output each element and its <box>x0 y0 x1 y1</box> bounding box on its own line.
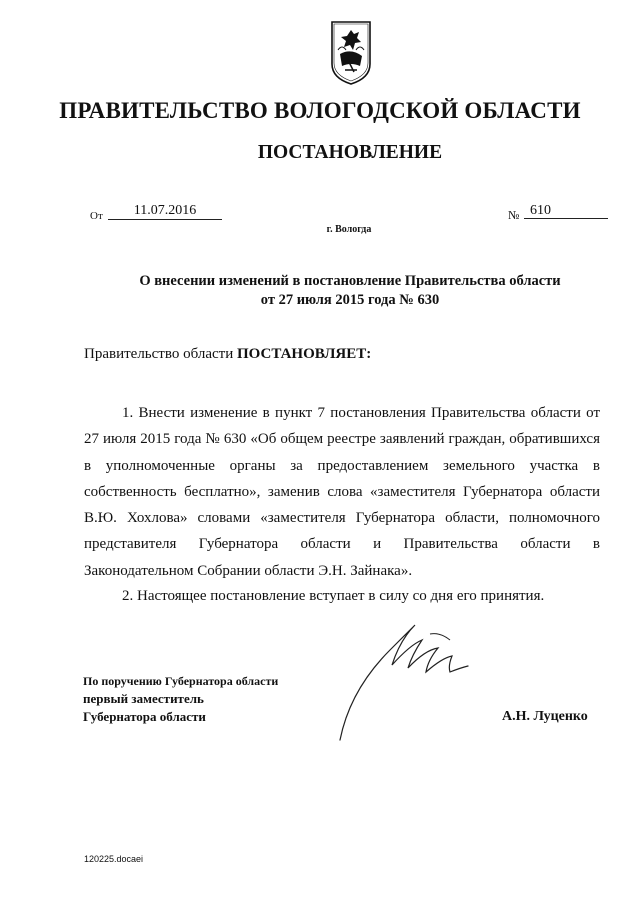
intro-keyword: ПОСТАНОВЛЯЕТ: <box>236 346 372 362</box>
paragraph-1: 1. Внести изменение в пункт 7 постановления Правительства области от 27 июля 2015 года № 630 «Об общем реестре заявлений граждан, обратившихся в уполномоченные органы за предоставлением земельного участка в собственность бесплатно», заменив слова «заместителя Губернатора области В.Ю. Хохлова» словами «заместителя Губернатора области, полномочного представителя Губернатора области и Правительства области в Законодательном Собрании области Э.Н. Зайнака». <box>84 405 600 579</box>
paragraph-2: 2. Настоящее постановление вступает в силу со дня его принятия. <box>122 588 545 604</box>
signatory-line-1: По поручению Губернатора области <box>83 674 279 688</box>
coat-of-arms-emblem <box>330 20 372 86</box>
subject-line-1: О внесении изменений в постановление Правительства области <box>139 273 561 289</box>
intro-text: Правительство области <box>84 346 237 362</box>
document-number: 610 <box>524 203 608 219</box>
city: г. Вологда <box>326 224 372 235</box>
government-title: ПРАВИТЕЛЬСТВО ВОЛОГОДСКОЙ ОБЛАСТИ <box>59 98 581 123</box>
signatory-position <box>83 672 278 726</box>
subject-line-2: от 27 июля 2015 года № 630 <box>260 292 440 308</box>
number-label: № <box>508 208 520 222</box>
resolution-intro <box>84 346 371 363</box>
signatory-line-2: первый заместитель <box>83 691 204 706</box>
signatory-name: А.Н. Луценко <box>502 709 588 724</box>
document-date: 11.07.2016 <box>108 203 222 220</box>
handwritten-signature <box>330 610 490 750</box>
date-label: От <box>90 210 103 222</box>
document-type: ПОСТАНОВЛЕНИЕ <box>257 142 443 163</box>
signatory-line-3: Губернатора области <box>83 709 206 724</box>
footer-file-code: 120225.docaei <box>84 854 144 864</box>
document-subject <box>0 272 640 310</box>
